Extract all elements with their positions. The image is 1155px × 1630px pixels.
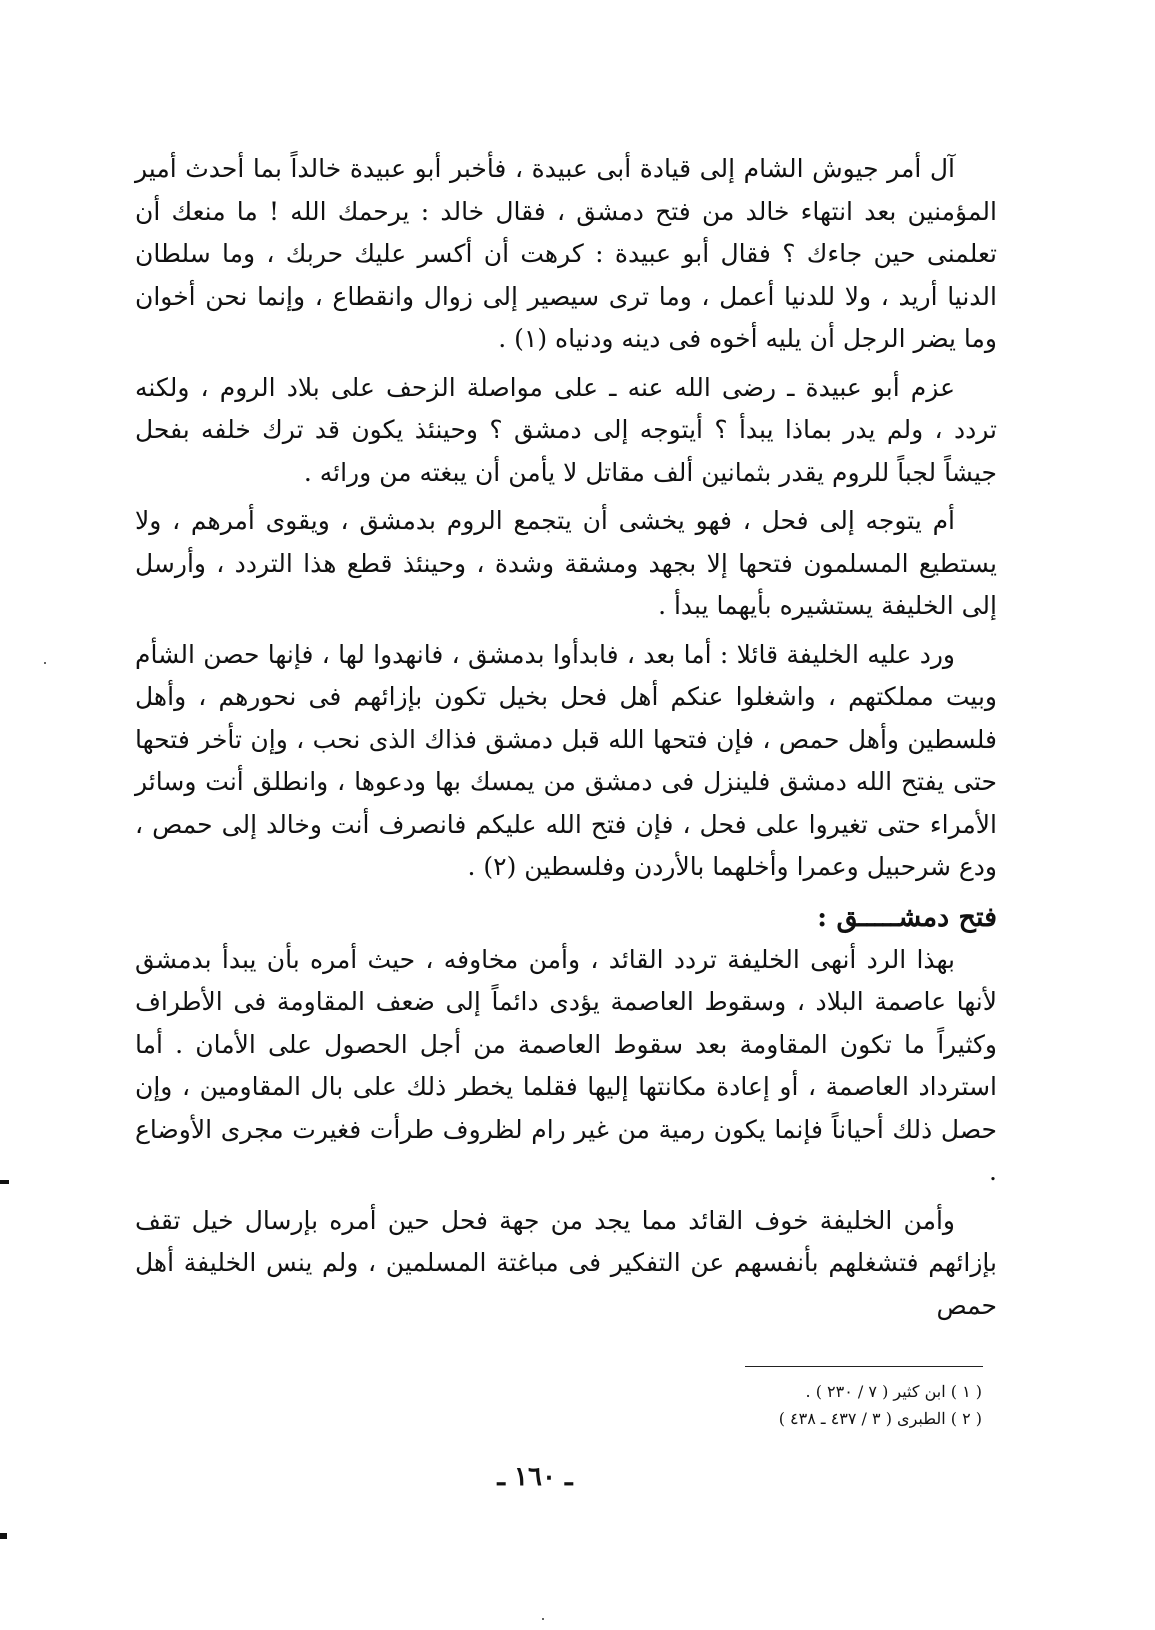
paragraph-1: آل أمر جيوش الشام إلى قيادة أبى عبيدة ، فأخبر أبو عبيدة خالداً بما أحدث أمير المؤمنين بعد انتهاء خالد من فتح دمشق ، فقال خالد : يرحمك الله ! ما منعك أن تعلمنى حين جاءك ؟ فقال أبو عبيدة : كرهت أن أكسر عليك حربك ، وما سلطان الدنيا أريد ، ولا للدنيا أعمل ، وما ترى سيصير إلى زوال وانقطاع ، وإنما نحن أخوان وما يضر الرجل أن يليه أخوه فى دينه ودنياه (١) . (135, 154, 997, 353)
page-number: ـ ١٦٠ ـ (497, 1462, 573, 1492)
footnote-2: ( ٢ ) الطبرى ( ٣ / ٤٣٧ ـ ٤٣٨ ) (778, 1409, 982, 1428)
paragraph-2: عزم أبو عبيدة ـ رضى الله عنه ـ على مواصلة الزحف على بلاد الروم ، ولكنه تردد ، ولم يدر بماذا يبدأ ؟ أيتوجه إلى دمشق ؟ وحينئذ يكون قد ترك خلفه بفحل جيشاً لجباً للروم يقدر بثمانين ألف مقاتل لا يأمن أن يبغته من ورائه . (135, 372, 997, 487)
scan-speck (44, 662, 46, 664)
section-heading: فتح دمشـــــق : (817, 901, 997, 933)
body-text (135, 148, 997, 1333)
paragraph-6: وأمن الخليفة خوف القائد مما يجد من جهة فحل حين أمره بإرسال خيل تقف بإزائهم فتشغلهم بأنفسهم عن التفكير فى مباغتة المسلمين ، ولم ينس الخليفة أهل حمص (135, 1205, 997, 1320)
paragraph-4: ورد عليه الخليفة قائلا : أما بعد ، فابدأوا بدمشق ، فانهدوا لها ، فإنها حصن الشأم وبيت مملكتهم ، واشغلوا عنكم أهل فحل بخيل تكون بإزائهم فى نحورهم ، وأهل فلسطين وأهل حمص ، فإن فتحها الله قبل دمشق فذاك الذى نحب ، وإن تأخر فتحها حتى يفتح الله دمشق فلينزل فى دمشق من يمسك بها ودعوها ، وانطلق أنت وسائر الأمراء حتى تغيروا على فحل ، فإن فتح الله عليكم فانصرف أنت وخالد إلى حمص ، ودع شرحبيل وعمرا وأخلهما بالأردن وفلسطين (٢) . (135, 639, 997, 881)
footnote-divider (745, 1366, 983, 1367)
scan-edge-mark (0, 1533, 7, 1539)
scan-edge-mark (0, 1180, 9, 1184)
scan-speck (542, 1618, 544, 1620)
paragraph-5: بهذا الرد أنهى الخليفة تردد القائد ، وأمن مخاوفه ، حيث أمره بأن يبدأ بدمشق لأنها عاصمة البلاد ، وسقوط العاصمة يؤدى دائماً إلى ضعف المقاومة فى الأطراف وكثيراً ما تكون المقاومة بعد سقوط العاصمة من أجل الحصول على الأمان . أما استرداد العاصمة ، أو إعادة مكانتها إليها فقلما يخطر ذلك على بال المقاومين ، وإن حصل ذلك أحياناً فإنما يكون رمية من غير رام لظروف طرأت فغيرت مجرى الأوضاع . (135, 944, 997, 1186)
footnotes (600, 1378, 982, 1432)
footnote-1: ( ١ ) ابن كثير ( ٧ / ٢٣٠ ) . (805, 1382, 982, 1401)
paragraph-3: أم يتوجه إلى فحل ، فهو يخشى أن يتجمع الروم بدمشق ، ويقوى أمرهم ، ولا يستطيع المسلمون فتحها إلا بجهد ومشقة وشدة ، وحينئذ قطع هذا التردد ، وأرسل إلى الخليفة يستشيره بأيهما يبدأ . (135, 506, 997, 620)
